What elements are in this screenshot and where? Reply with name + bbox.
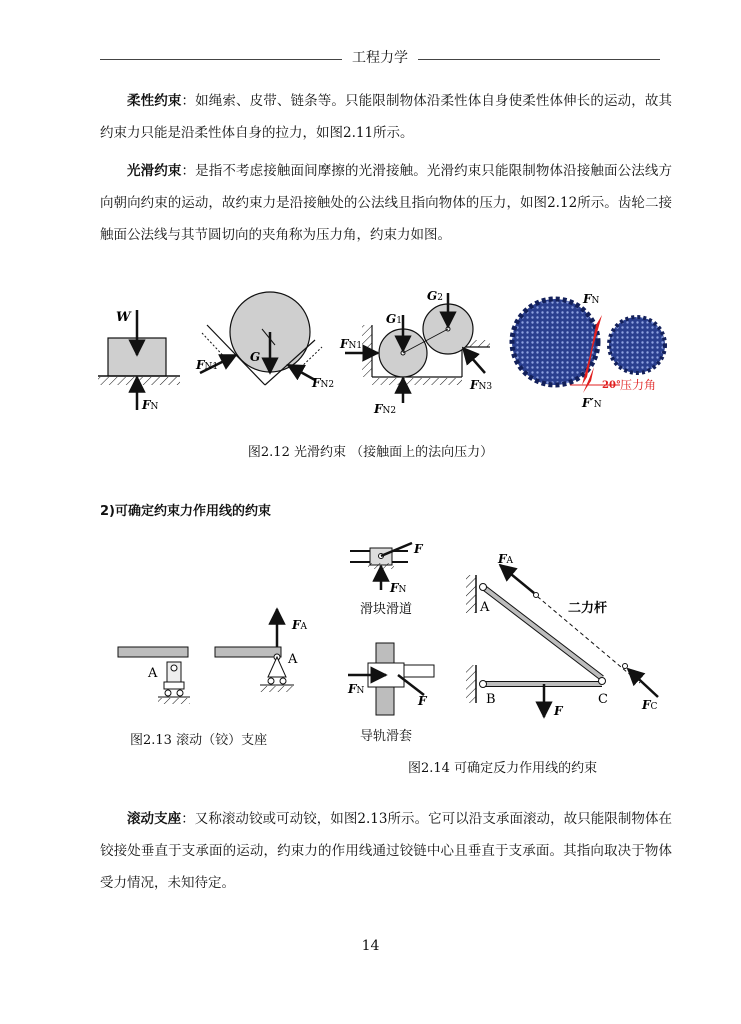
label-FC: FC [642,698,658,712]
label-B-214: B [486,692,496,707]
figure-2-13 [110,605,310,705]
reaction-FA-arrow-214 [500,565,534,593]
label-FA-214: FA [498,552,514,566]
roller-1 [165,690,171,696]
support-base [164,682,184,689]
label-FN1-b: FN1 [196,358,219,372]
pin-A [480,584,487,591]
label-angle-value: 20° [602,380,621,391]
label-F-load: F [554,704,563,718]
page-number: 14 [361,938,380,954]
label-FA-213: FA [292,618,308,632]
pin-B [480,681,487,688]
ground-hatch [98,377,180,385]
slider-in-slot [350,542,424,617]
label-F-sleeve: F [418,694,427,708]
label-FN-sleeve: FN [348,682,365,696]
two-force-truss [466,552,658,718]
label-FN2-b: FN2 [312,376,335,390]
text-smooth: ：是指不考虑接触面间摩擦的光滑接触。光滑约束只能限制物体沿接触面公法线方向朝向约束的运动，故约束力是沿接触处的公法线且指向物体的压力，如图2.12所示。齿轮二接触面公法线与其节圆切向的夹角称为压力角，约束力如图。 [100,163,673,243]
roller-2 [177,690,183,696]
label-A2: A [288,652,298,667]
label-FN-slider: FN [390,581,407,595]
fig-gear-mesh [512,292,665,410]
sleeve-caption: 导轨滑套 [360,729,413,744]
beam-right [215,647,281,657]
paragraph-flexible-constraint [100,85,672,149]
wall-A-hatch [466,575,476,613]
hatch-left [202,333,230,363]
ground-hatch-left [158,698,190,704]
hinge-pin [171,665,177,671]
wall-B-hatch [466,665,476,703]
label-FN1-c: FN1 [340,337,363,351]
ground-hatch-right [260,686,294,692]
label-FN-d: FN [583,292,600,306]
page-header [100,48,660,68]
gear-large [512,299,598,385]
label-FN3-c: FN3 [470,378,493,392]
box-wall-hatch [362,325,372,377]
label-two-force-bar: 二力杆 [568,601,608,616]
figure-2-12 [90,285,670,425]
label-G-b: G [250,350,261,364]
label-C-214: C [598,692,608,707]
box-floor-hatch [372,378,462,385]
slider-caption: 滑块滑道 [360,602,413,617]
label-FN2-c: FN2 [374,402,397,416]
gear-small [609,317,665,373]
label-FpN-d: F′N [582,396,602,410]
section-heading: 2)可确定约束力作用线的约束 [100,504,271,519]
fig-block-on-ground [98,310,180,412]
term-flexible: 柔性约束 [127,93,182,109]
label-pressure-angle: 压力角 [620,378,657,392]
pin-dash-top [534,593,539,598]
paragraph-smooth-constraint [100,155,672,251]
reaction-FC-arrow [628,669,658,697]
sleeve-on-guide [347,643,434,715]
term-roller: 滚动支座 [127,811,182,827]
sleeve-arm [404,665,434,677]
text-roller: ：又称滚动铰或可动铰，如图2.13所示。它可以沿支承面滚动，故只能限制物体在铰接处垂直于支承面的运动，约束力的作用线通过铰链中心且垂直于支承面。其指向取决于物体受力情况，未知待定。 [100,811,673,891]
label-G2: G2 [427,289,443,303]
label-A-214: A [480,600,490,615]
pin-dash-bottom [623,664,628,669]
roller-support-left [118,647,190,704]
label-A1: A [148,666,158,681]
hinge-triangle [268,657,286,677]
label-F-slider: F [414,542,423,556]
label-G1: G1 [386,312,402,326]
roller-support-right [215,609,308,692]
figure-2-14-caption: 图2.14 可确定反力作用线的约束 [408,761,598,776]
fig-two-cylinders [339,289,492,416]
figure-2-12-caption: 图2.12 光滑约束 （接触面上的法向压力） [247,445,494,460]
paragraph-roller-support [100,803,672,899]
pin-C [599,678,606,685]
term-smooth: 光滑约束 [127,163,182,179]
beam-left [118,647,188,657]
text-flexible: ：如绳索、皮带、链条等。只能限制物体沿柔性体自身使柔性体伸长的运动，故其约束力只能是沿柔性体自身的拉力，如图2.11所示。 [100,93,673,141]
label-W: W [116,310,131,325]
header-title: 工程力学 [342,50,418,66]
label-FN-a: FN [142,398,159,412]
figure-2-13-caption: 图2.13 滚动（铰）支座 [130,733,268,748]
figure-2-14 [340,535,660,725]
roller-4 [280,678,286,684]
fig-ball-in-groove [195,292,334,390]
normal-force-3-arrow [463,348,485,373]
roller-3 [268,678,274,684]
